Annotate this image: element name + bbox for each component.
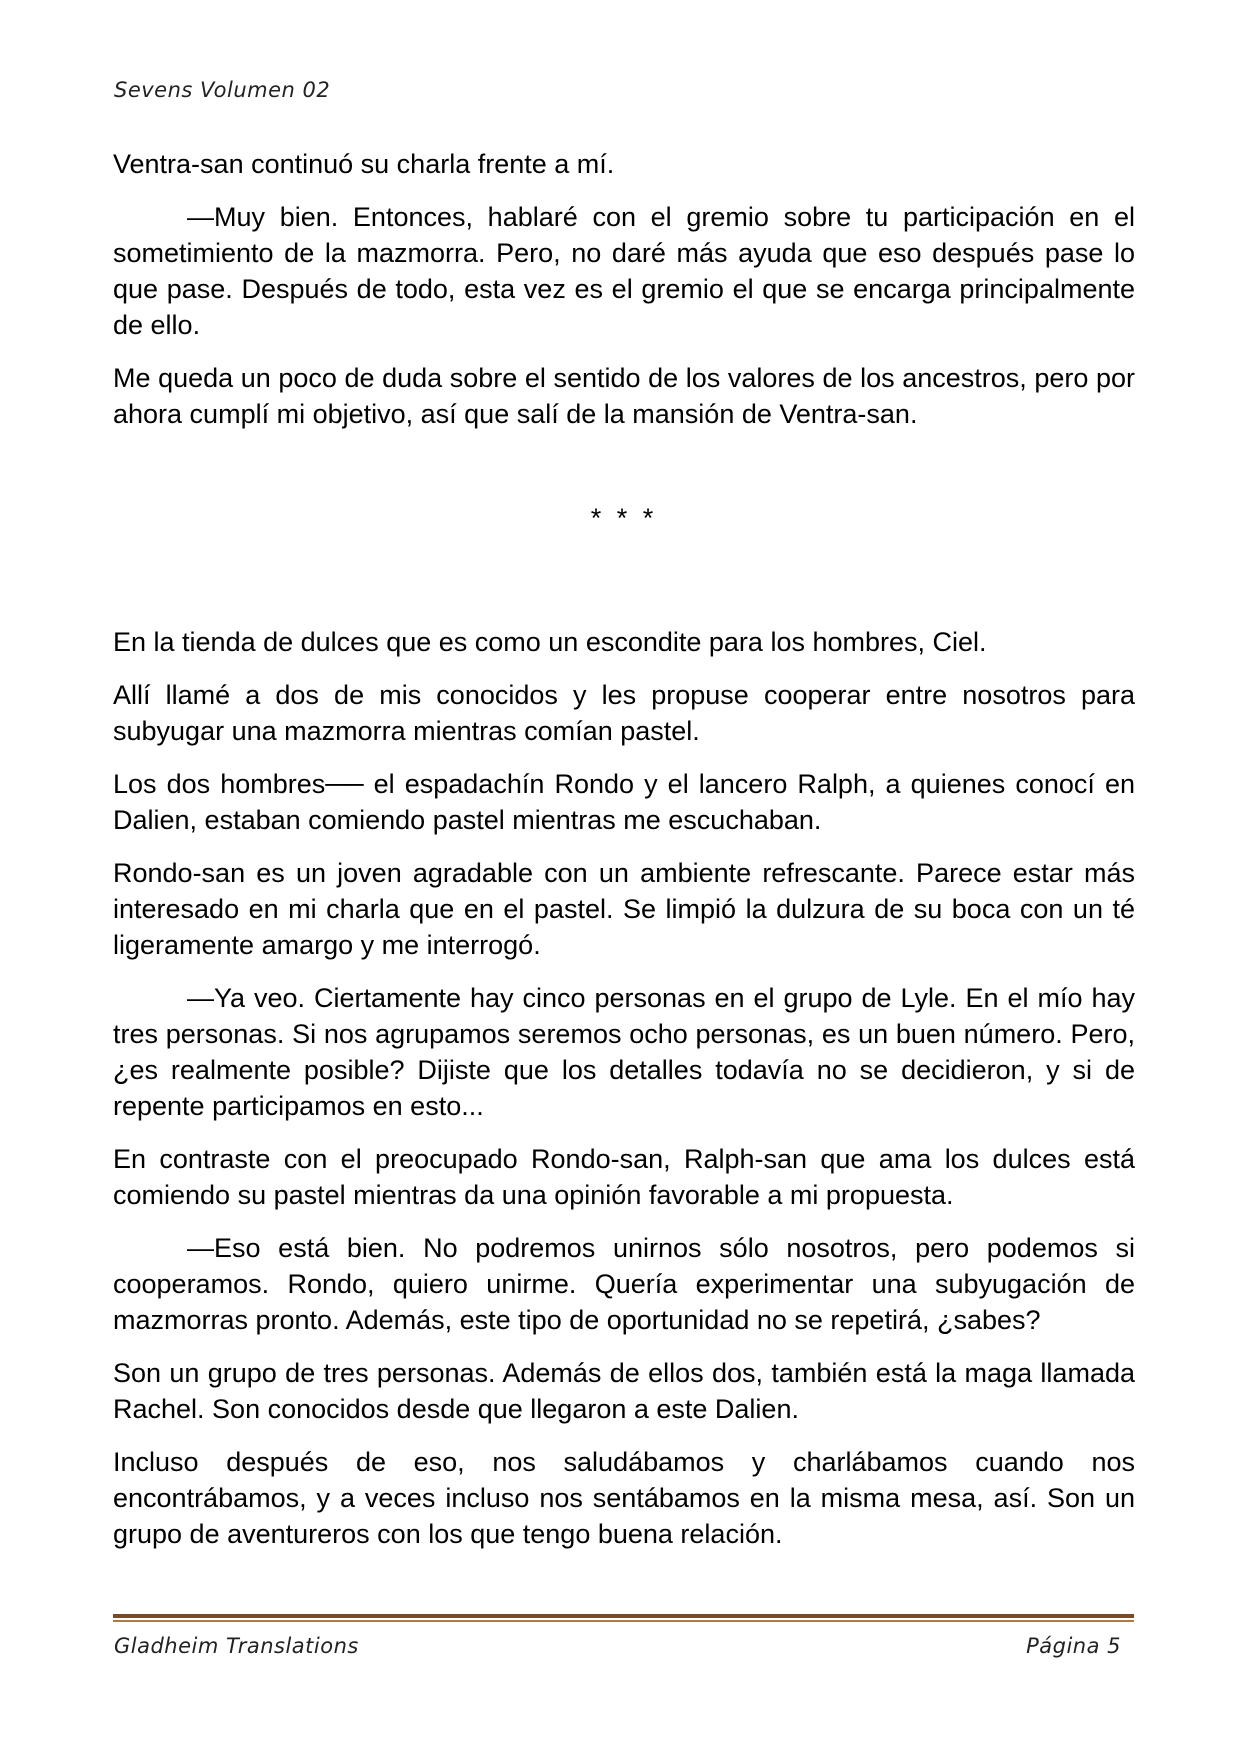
scene-break: * * *: [590, 503, 658, 533]
paragraph: En contraste con el preocupado Rondo-san, Ralph-san que ama los dulces está comiendo su pastel mientras da una opinión favorable a mi propuesta.: [113, 1144, 1135, 1210]
page-body: [113, 146, 1135, 1569]
running-header: Sevens Volumen 02: [114, 78, 331, 102]
dialogue-paragraph: —Eso está bien. No podremos unirnos sólo nosotros, pero podemos si cooperamos. Rondo, quiero unirme. Quería experimentar una subyugación de mazmorras pronto. Además, este tipo de oportunidad no se repetirá, ¿sabes?: [113, 1233, 1135, 1335]
footer-rule-thick: [113, 1614, 1134, 1618]
paragraph: Me queda un poco de duda sobre el sentido de los valores de los ancestros, pero por ahora cumplí mi objetivo, así que salí de la mansión de Ventra-san.: [113, 363, 1135, 429]
dialogue-paragraph: —Muy bien. Entonces, hablaré con el gremio sobre tu participación en el sometimiento de la mazmorra. Pero, no daré más ayuda que eso después pase lo que pase. Después de todo, esta vez es el gremio el que se encarga principalmente de ello.: [113, 202, 1135, 340]
paragraph: Los dos hombres── el espadachín Rondo y el lancero Ralph, a quienes conocí en Dalien, estaban comiendo pastel mientras me escuchaban.: [113, 769, 1135, 835]
page-number: Página 5: [1026, 1634, 1121, 1658]
paragraph: En la tienda de dulces que es como un escondite para los hombres, Ciel.: [113, 627, 987, 657]
paragraph: Rondo-san es un joven agradable con un ambiente refrescante. Parece estar más interesado en mi charla que en el pastel. Se limpió la dulzura de su boca con un té ligeramente amargo y me interrogó.: [113, 858, 1135, 960]
paragraph: Allí llamé a dos de mis conocidos y les propuse cooperar entre nosotros para subyugar una mazmorra mientras comían pastel.: [113, 680, 1135, 746]
footer-rule-thin: [113, 1620, 1134, 1622]
dialogue-paragraph: —Ya veo. Ciertamente hay cinco personas en el grupo de Lyle. En el mío hay tres personas. Si nos agrupamos seremos ocho personas, es un buen número. Pero, ¿es realmente posible? Dijiste que los detalles todavía no se decidieron, y si de repente participamos en esto...: [113, 983, 1135, 1121]
paragraph: Incluso después de eso, nos saludábamos y charlábamos cuando nos encontrábamos, y a veces incluso nos sentábamos en la misma mesa, así. Son un grupo de aventureros con los que tengo buena relación.: [113, 1447, 1135, 1549]
footer-credit: Gladheim Translations: [114, 1634, 359, 1658]
paragraph: Son un grupo de tres personas. Además de ellos dos, también está la maga llamada Rachel. Son conocidos desde que llegaron a este Dalien.: [113, 1358, 1135, 1424]
paragraph: Ventra-san continuó su charla frente a mí.: [113, 149, 615, 179]
